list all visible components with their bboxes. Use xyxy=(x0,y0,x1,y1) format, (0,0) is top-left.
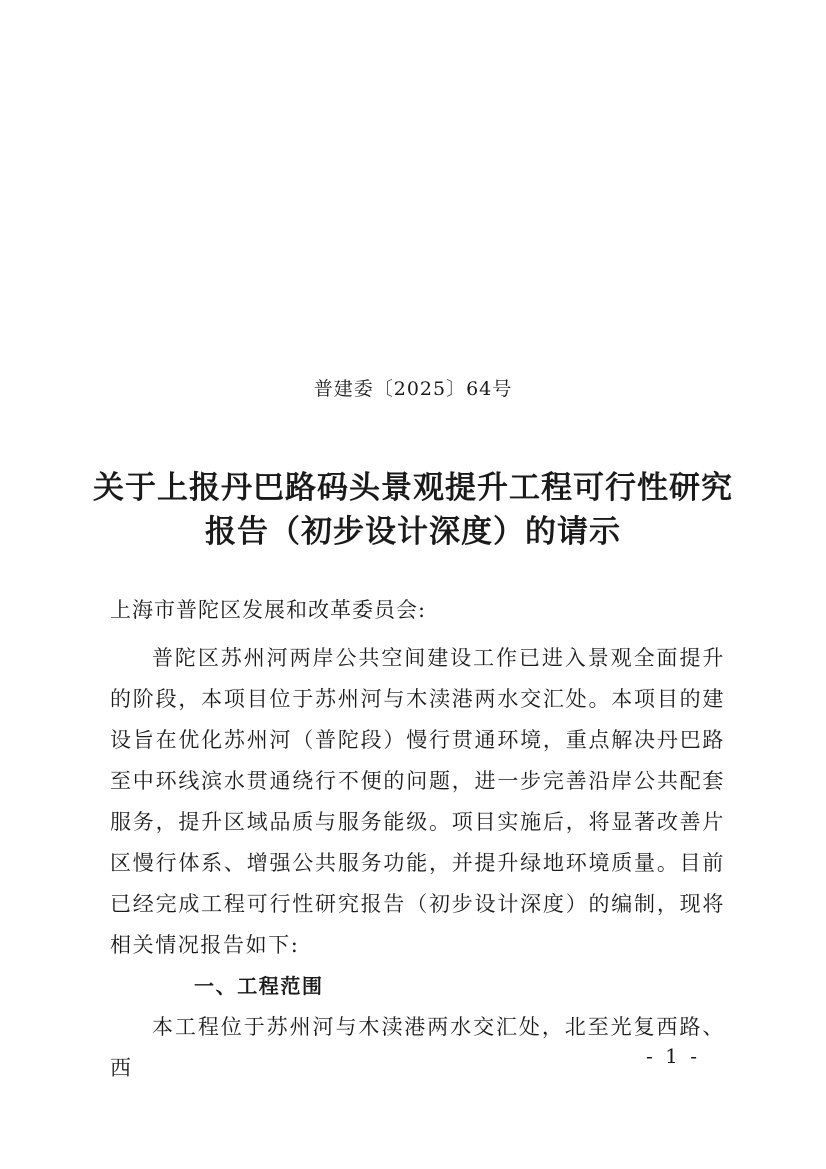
body-paragraph: 普陀区苏州河两岸公共空间建设工作已进入景观全面提升的阶段，本项目位于苏州河与木渎港两水交汇处。本项目的建设旨在优化苏州河（普陀段）慢行贯通环境，重点解决丹巴路至中环线滨水贯通绕行不便的问题，进一步完善沿岸公共配套服务，提升区域品质与服务能级。项目实施后，将显著改善片区慢行体系、增强公共服务功能，并提升绿地环境质量。目前已经完成工程可行性研究报告（初步设计深度）的编制，现将相关情况报告如下: xyxy=(110,646,725,957)
document-title xyxy=(60,466,766,554)
section-paragraph: 本工程位于苏州河与木渎港两水交汇处，北至光复西路、西 xyxy=(110,1015,725,1080)
section-heading: 一、工程范围 xyxy=(194,974,324,998)
addressee: 上海市普陀区发展和改革委员会: xyxy=(110,598,427,622)
document-number: 普建委〔2025〕64号 xyxy=(313,378,513,400)
page-number: - 1 - xyxy=(646,1044,700,1068)
document-body xyxy=(110,638,725,1089)
title-line-1: 关于上报丹巴路码头景观提升工程可行性研究 xyxy=(93,470,733,506)
title-line-2: 报告（初步设计深度）的请示 xyxy=(205,514,621,550)
